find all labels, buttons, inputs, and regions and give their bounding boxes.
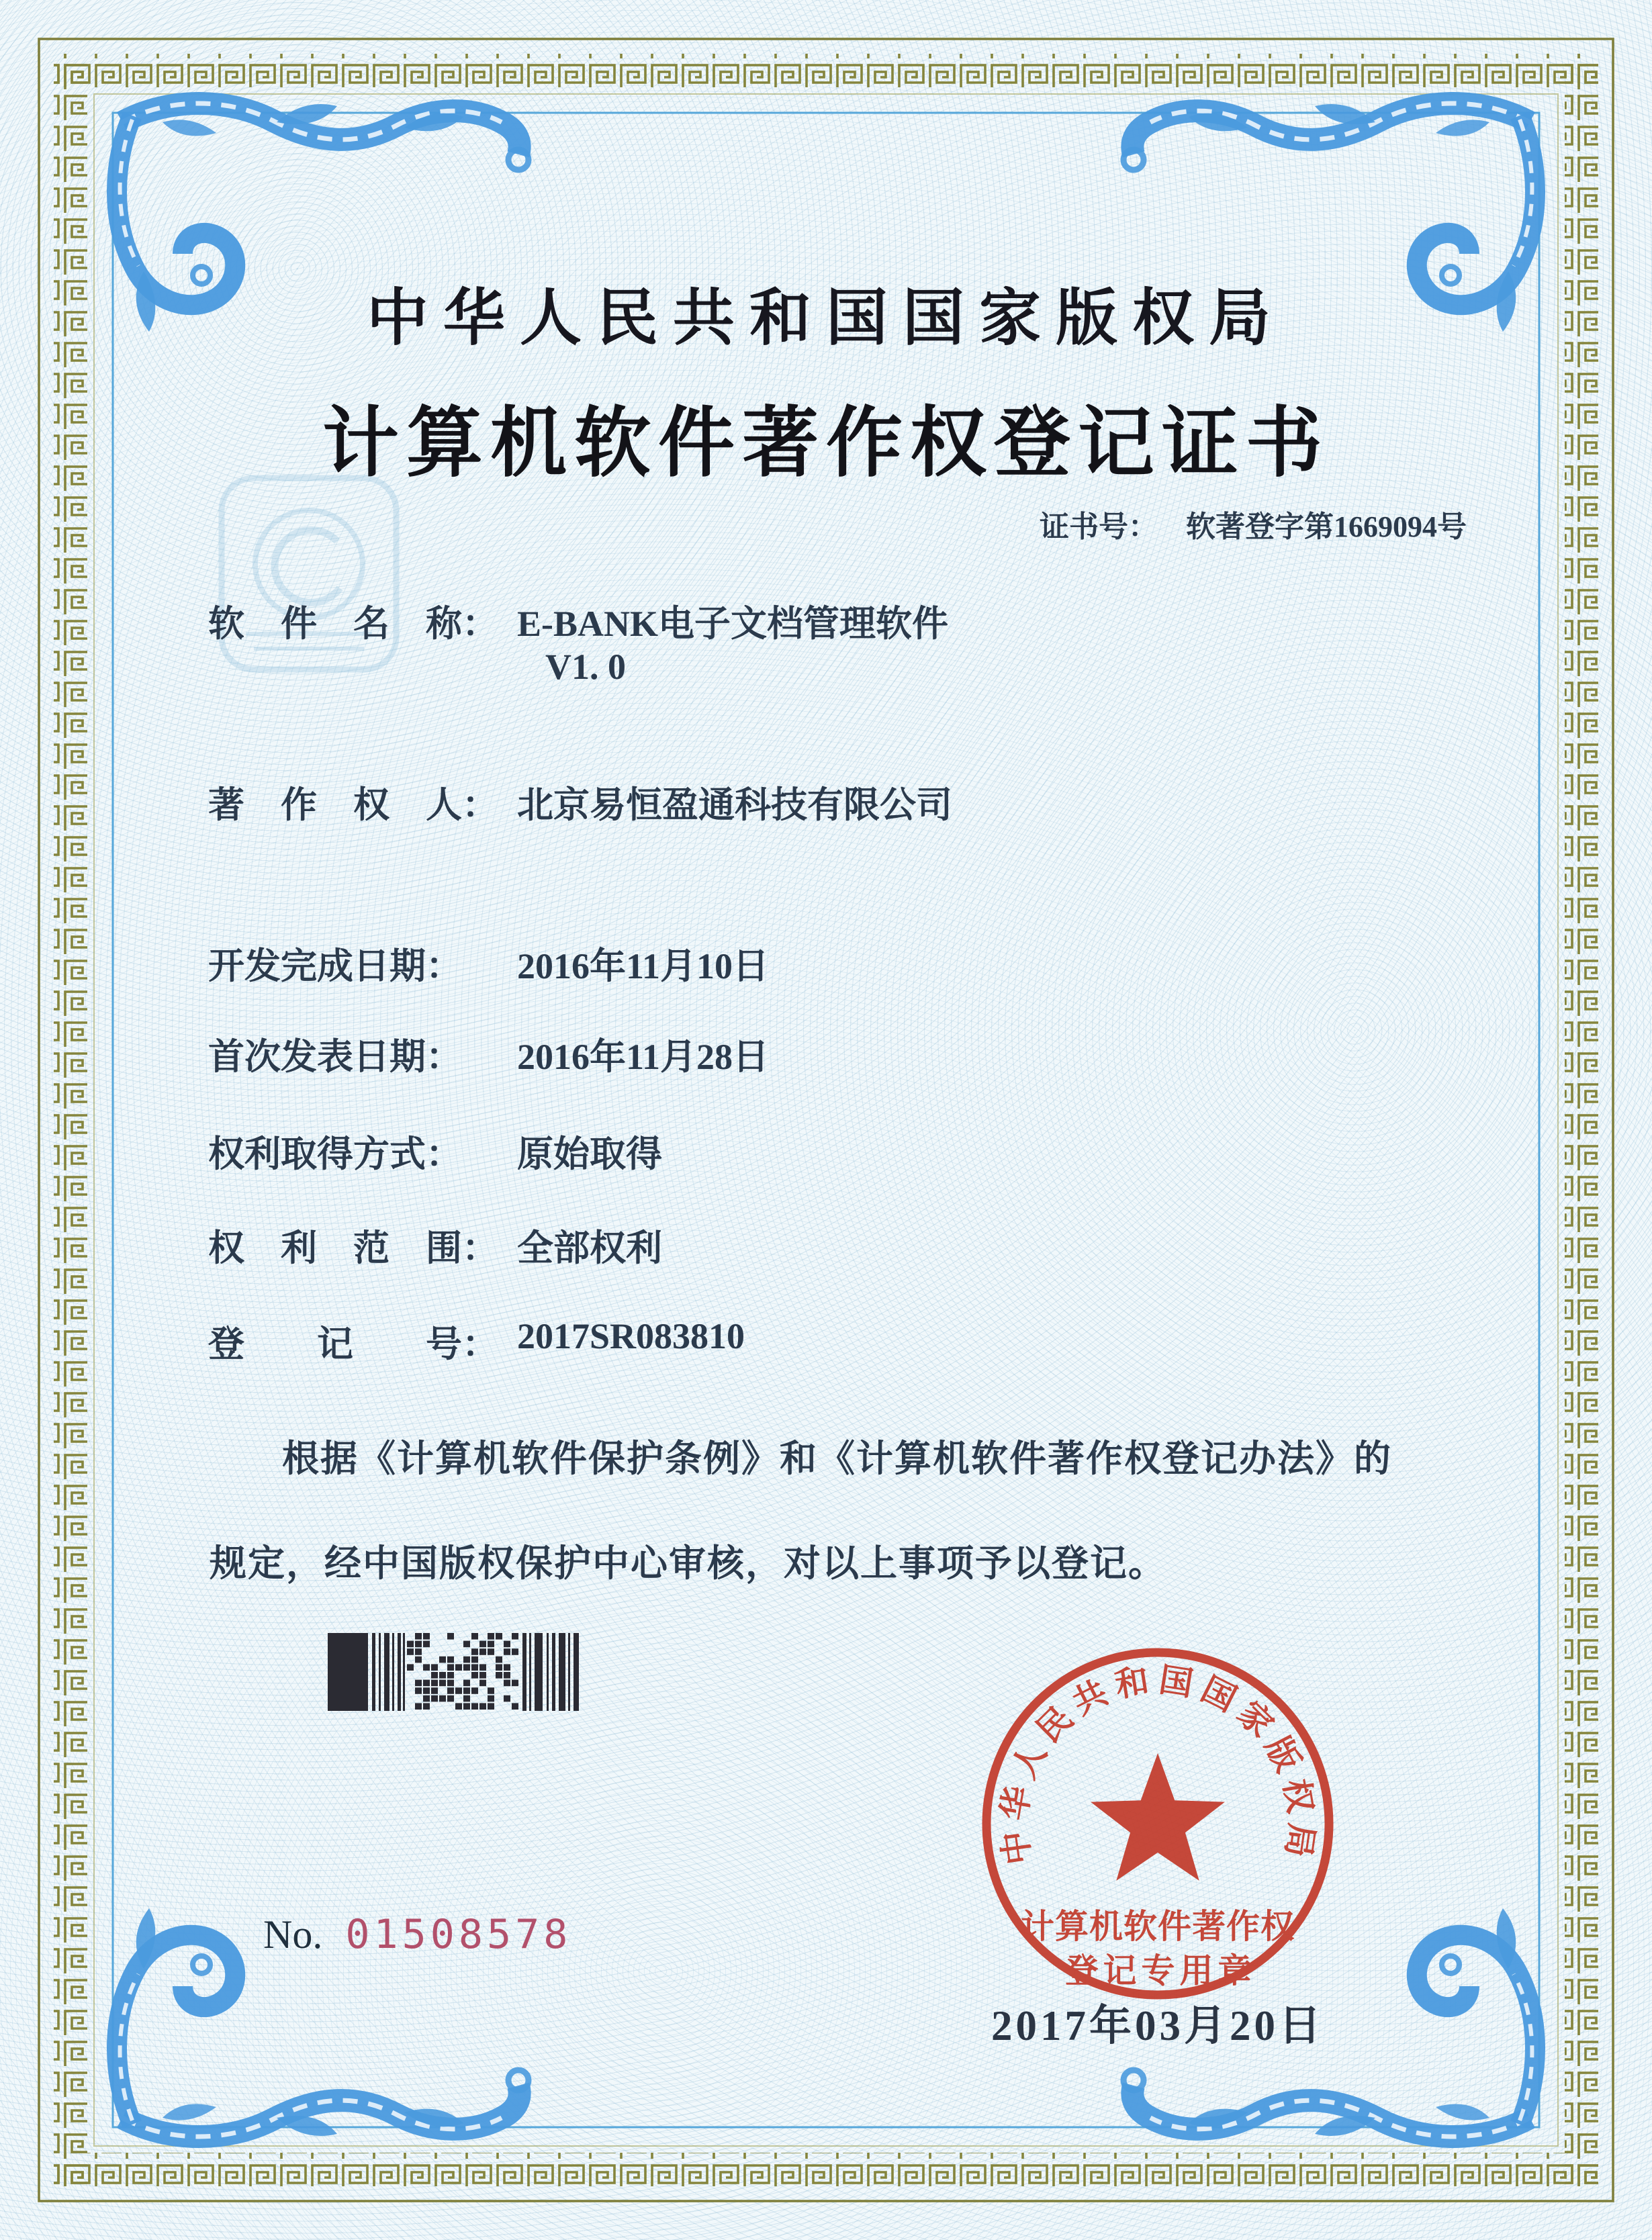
field-label: 首次发表日期：	[208, 1037, 462, 1077]
field-label: 权利取得方式：	[208, 1134, 462, 1174]
serial-label: No.	[263, 1912, 323, 1957]
certificate-number-label: 证书号：	[1040, 510, 1158, 543]
seal-ring-text: 中华人民共和国国家版权局	[995, 1661, 1321, 1867]
field-value: 原始取得	[517, 1134, 662, 1174]
seal-star	[1091, 1753, 1225, 1881]
field-value: E-BANK电子文档管理软件	[517, 604, 949, 644]
certificate-title: 计算机软件著作权登记证书	[322, 401, 1330, 486]
official-red-seal	[976, 1642, 1339, 2005]
greek-key-border	[54, 54, 1598, 2186]
field-value: 全部权利	[517, 1228, 662, 1268]
seal-text-line-1: 计算机软件著作权	[1021, 1908, 1295, 1945]
serial-number-line	[263, 1911, 571, 1958]
certificate-number-line	[1040, 502, 1467, 545]
statement-line-1: 根据《计算机软件保护条例》和《计算机软件著作权登记办法》的	[282, 1438, 1393, 1479]
statement-line-2: 规定，经中国版权保护中心审核，对以上事项予以登记。	[210, 1543, 1167, 1584]
outer-gold-line	[39, 39, 1613, 2201]
certificate-number-value: 软著登字第1669094号	[1186, 510, 1467, 543]
barcode	[328, 1630, 583, 1715]
field-label: 开发完成日期：	[208, 946, 462, 986]
issue-date: 2017年03月20日	[991, 2002, 1324, 2049]
field-label: 软 件 名 称：	[208, 604, 498, 644]
field-label: 著 作 权 人：	[208, 785, 498, 825]
seal-text-line-2: 登记专用章	[1064, 1952, 1256, 1990]
field-value: 北京易恒盈通科技有限公司	[517, 785, 952, 825]
serial-number: 01508578	[345, 1911, 572, 1958]
issuing-authority-title: 中华人民共和国国家版权局	[366, 284, 1285, 353]
field-value: 2016年11月10日	[517, 946, 770, 986]
field-label: 登 记 号：	[208, 1324, 498, 1364]
field-value-version: V1. 0	[545, 647, 626, 687]
field-value: 2016年11月28日	[517, 1037, 770, 1077]
field-value: 2017SR083810	[517, 1316, 745, 1356]
field-label: 权 利 范 围：	[208, 1228, 498, 1268]
